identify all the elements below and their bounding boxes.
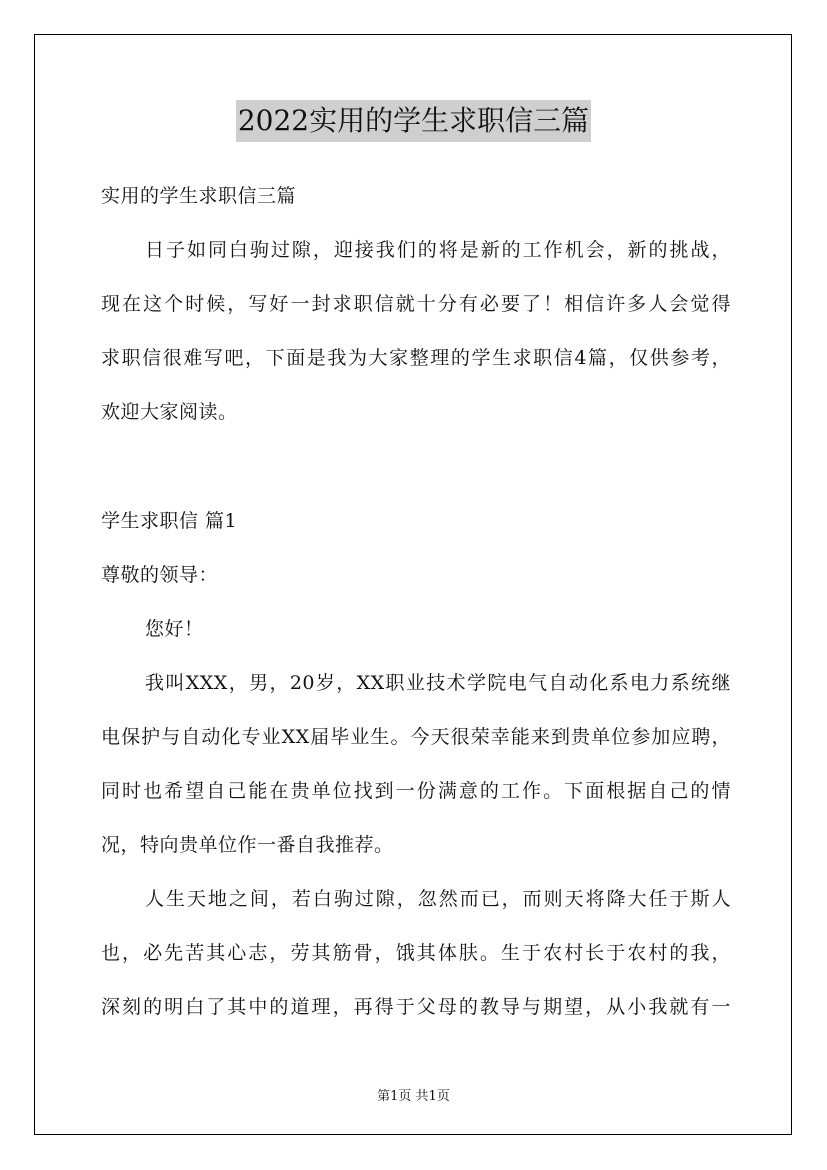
body-line: 电保护与自动化专业XX届毕业生。今天很荣幸能来到贵单位参加应聘，: [101, 726, 731, 748]
section-heading: 学生求职信 篇1: [101, 510, 238, 532]
greeting: 您好！: [145, 618, 204, 640]
body-line: 深刻的明白了其中的道理，再得于父母的教导与期望，从小我就有一: [101, 996, 731, 1018]
body-line: 也，必先苦其心志，劳其筋骨，饿其体肤。生于农村长于农村的我，: [101, 942, 731, 964]
intro-line: 求职信很难写吧，下面是我为大家整理的学生求职信4篇，仅供参考，: [101, 347, 731, 369]
title-container: [0, 100, 827, 142]
document-title: 2022实用的学生求职信三篇: [236, 100, 591, 142]
intro-line: 现在这个时候，写好一封求职信就十分有必要了！相信许多人会觉得: [101, 293, 731, 315]
document-subtitle: 实用的学生求职信三篇: [101, 185, 297, 207]
body-line: 况，特向贵单位作一番自我推荐。: [101, 834, 394, 856]
page-footer: 第1页 共1页: [377, 1089, 450, 1104]
intro-line: 日子如同白驹过隙，迎接我们的将是新的工作机会，新的挑战，: [145, 239, 731, 261]
intro-line: 欢迎大家阅读。: [101, 401, 238, 423]
body-line: 我叫XXX，男，20岁，XX职业技术学院电气自动化系电力系统继: [145, 672, 731, 694]
body-line: 人生天地之间，若白驹过隙，忽然而已，而则天将降大任于斯人: [145, 888, 731, 910]
salutation: 尊敬的领导：: [101, 564, 219, 586]
body-line: 同时也希望自己能在贵单位找到一份满意的工作。下面根据自己的情: [101, 780, 731, 802]
